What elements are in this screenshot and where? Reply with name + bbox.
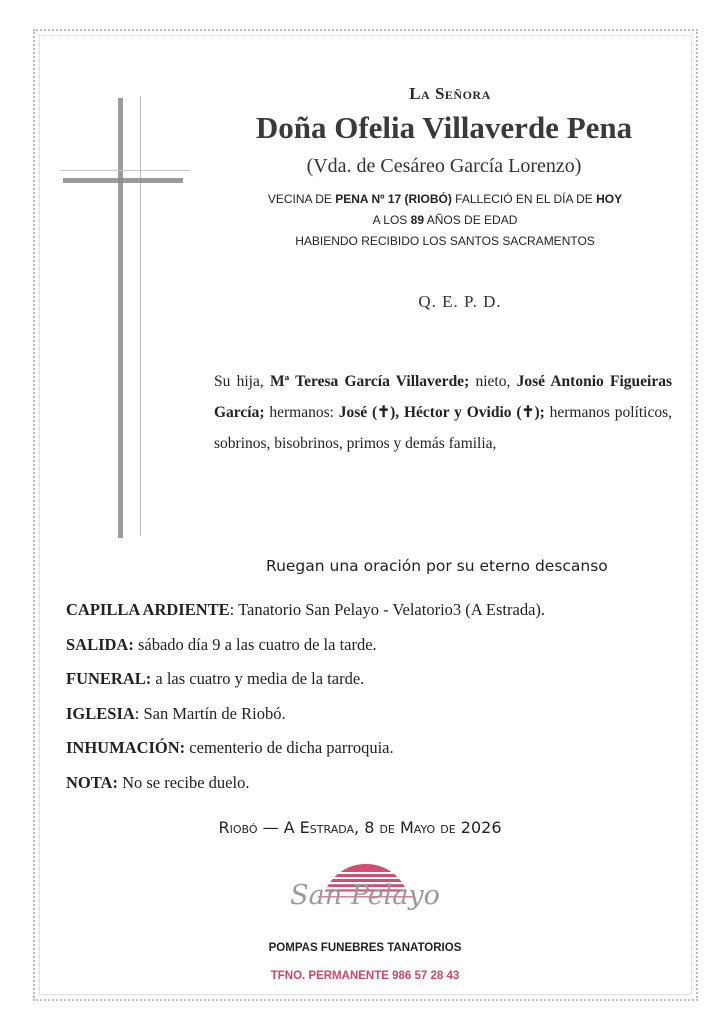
detail-iglesia: IGLESIA: San Martín de Riobó. (66, 703, 286, 723)
ceremony-details (66, 596, 686, 803)
company-tagline: POMPAS FUNEBRES TANATORIOS (268, 942, 462, 954)
detail-capilla: CAPILLA ARDIENTE: Tanatorio San Pelayo - Velatorio3 (A Estrada). (66, 600, 546, 619)
detail-funeral: FUNERAL: a las cuatro y media de la tarde. (66, 669, 365, 688)
prayer-request: Ruegan una oración por su eterno descanso (266, 557, 608, 575)
family-paragraph: Su hija, Mª Teresa García Villaverde; nieto, José Antonio Figueiras García; hermanos: José (✝), Héctor y Ovidio (✝); hermanos políticos, sobrinos, bisobrinos, primos y demás familia, (214, 373, 672, 452)
info-line-2: A LOS 89 AÑOS DE EDAD (372, 213, 518, 227)
logo-text: San Pelayo (290, 880, 440, 911)
company-phone: TFNO. PERMANENTE 986 57 28 43 (270, 970, 460, 982)
place-date: Riobó — A Estrada, 8 de Mayo de 2026 (218, 818, 502, 837)
info-line-1: VECINA DE PENA Nº 17 (RIOBÓ) FALLECIÓ EN EL DÍA DE HOY (267, 192, 623, 206)
widow-of: (Vda. de Cesáreo García Lorenzo) (306, 155, 582, 177)
detail-inhumacion: INHUMACIÓN: cementerio de dicha parroquia. (66, 738, 394, 757)
cross-icon (60, 96, 200, 541)
detail-salida: SALIDA: sábado día 9 a las cuatro de la tarde. (66, 634, 377, 654)
qepd: Q. E. P. D. (418, 292, 502, 311)
deceased-name: Doña Ofelia Villaverde Pena (255, 110, 633, 145)
detail-nota: NOTA: No se recibe duelo. (66, 772, 250, 792)
info-line-3: HABIENDO RECIBIDO LOS SANTOS SACRAMENTOS (295, 234, 595, 248)
title-la-senora: La Señora (409, 84, 491, 103)
